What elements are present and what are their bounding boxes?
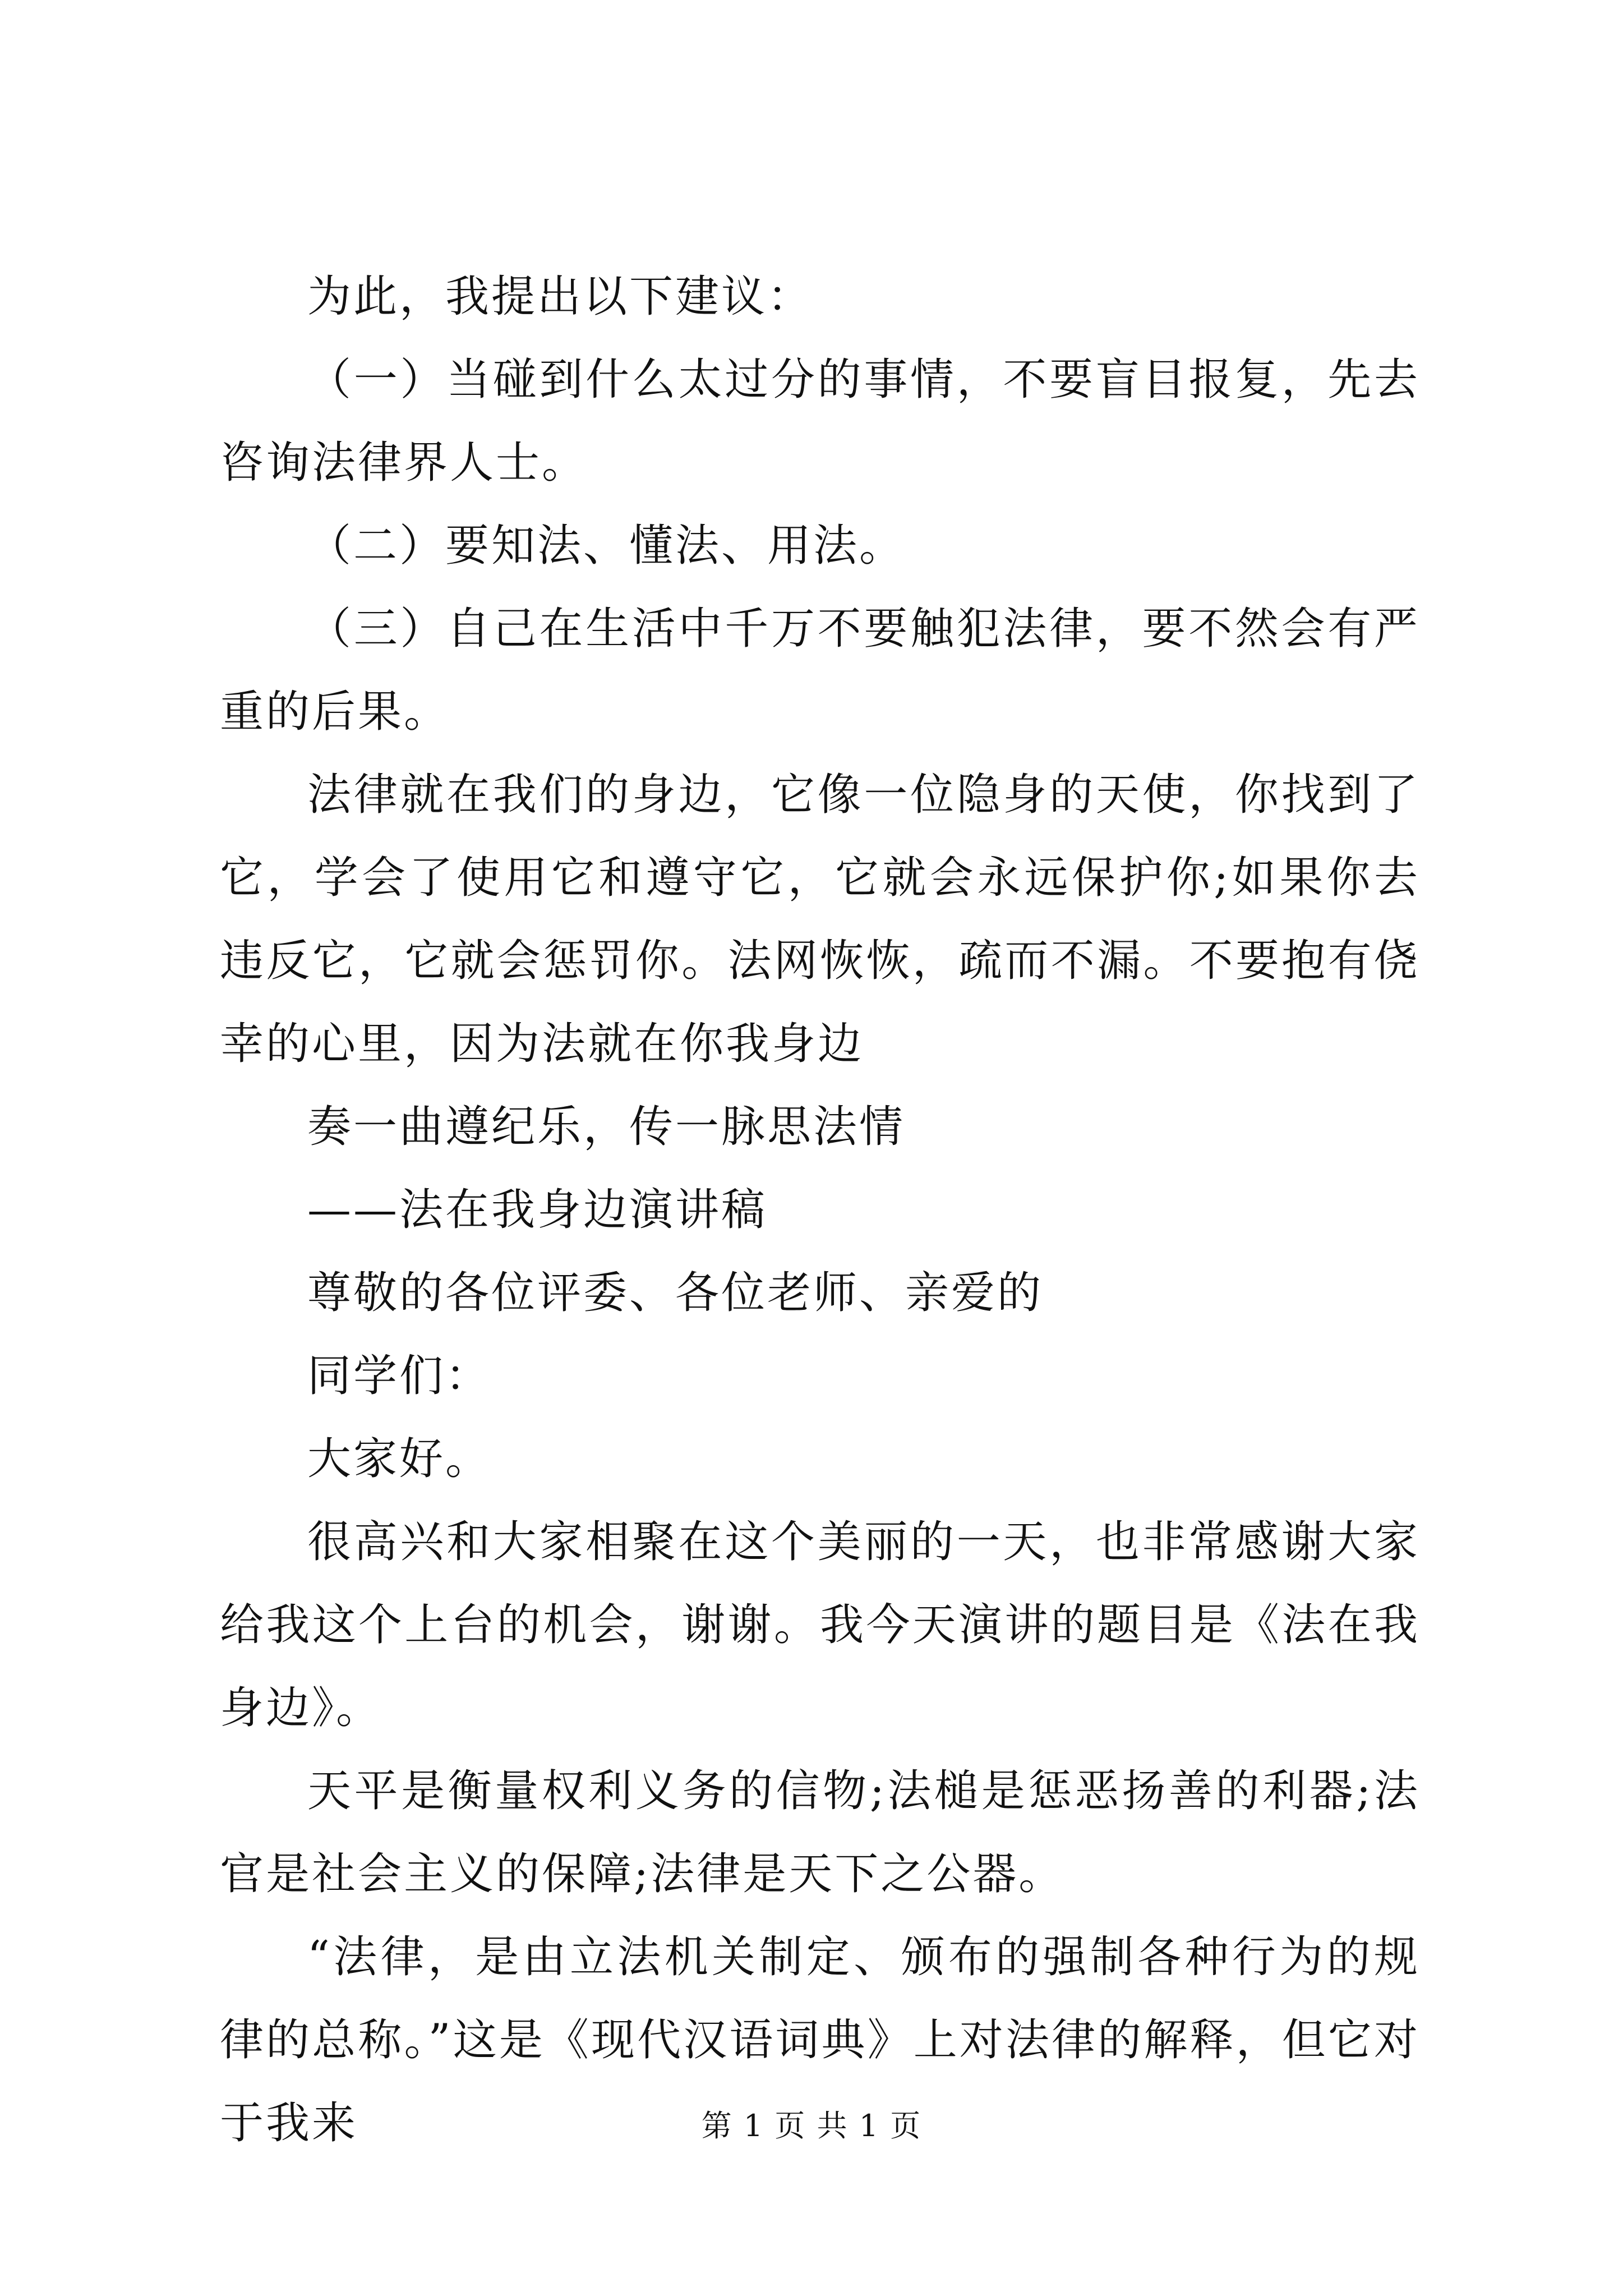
paragraph-scales: 天平是衡量权利义务的信物;法槌是惩恶扬善的利器;法官是社会主义的保障;法律是天下之公器。 [220,1766,1420,1899]
greeting-line-1: 尊敬的各位评委、各位老师、亲爱的 [307,1268,1044,1318]
paragraph-definition: “法律，是由立法机关制定、颁布的强制各种行为的规律的总称。”这是《现代汉语词典》上对法律的解释，但它对于我来 [220,1932,1420,2148]
paragraph-opening: 很高兴和大家相聚在这个美丽的一天，也非常感谢大家给我这个上台的机会，谢谢。我今天演讲的题目是《法在我身边》。 [220,1517,1420,1733]
paragraph-suggestion-2: （二）要知法、懂法、用法。 [307,521,906,571]
body-text [220,255,1420,2165]
greeting-hello: 大家好。 [307,1434,492,1484]
paragraph-law-beside-us: 法律就在我们的身边，它像一位隐身的天使，你找到了它，学会了使用它和遵守它，它就会永远保护你;如果你去违反它，它就会惩罚你。法网恢恢，疏而不漏。不要抱有侥幸的心里，因为法就在你我身边 [220,770,1420,1069]
greeting-line-2: 同学们： [307,1351,492,1401]
speech-subtitle: ——法在我身边演讲稿 [307,1185,768,1235]
page-number-footer: 第 1 页 共 1 页 [701,2108,922,2143]
paragraph-proposal-intro: 为此，我提出以下建议： [307,272,814,322]
paragraph-suggestion-1: （一）当碰到什么太过分的事情，不要盲目报复，先去咨询法律界人士。 [220,355,1420,488]
speech-title: 奏一曲遵纪乐，传一脉思法情 [307,1102,906,1152]
paragraph-suggestion-3: （三）自己在生活中千万不要触犯法律，要不然会有严重的后果。 [220,604,1420,737]
